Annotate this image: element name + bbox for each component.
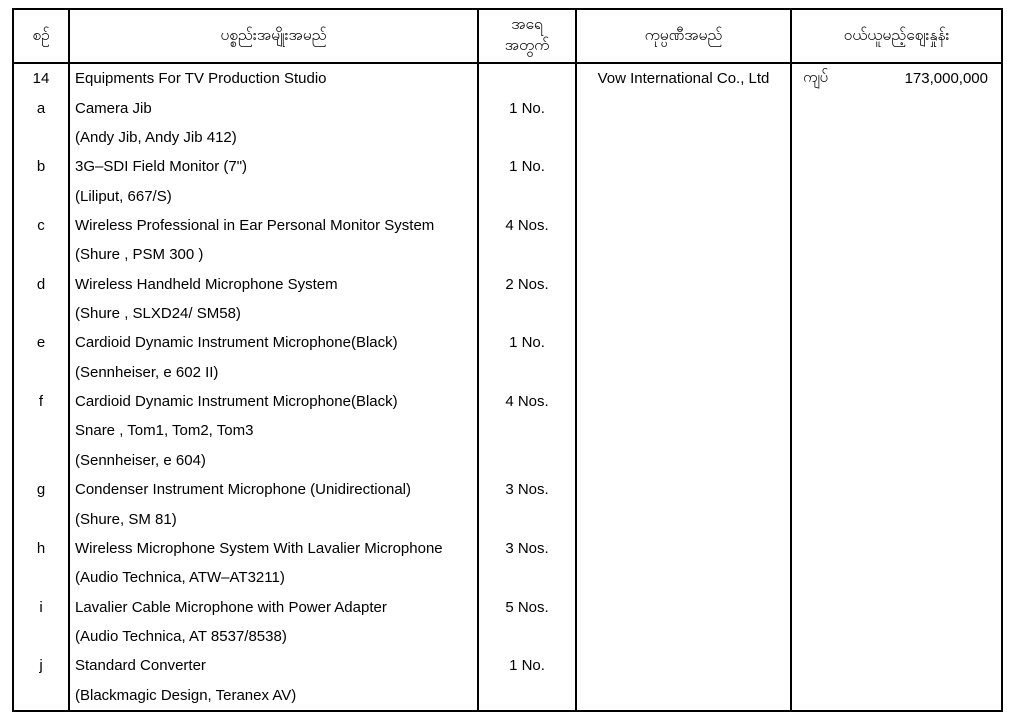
column-price — [792, 64, 1001, 710]
company-cell — [577, 446, 790, 475]
price-cell — [792, 93, 1001, 122]
price-cell — [792, 534, 1001, 563]
column-qty — [479, 64, 577, 710]
item-cell: Lavalier Cable Microphone with Power Adapter — [75, 598, 387, 616]
item-cell: Wireless Handheld Microphone System — [75, 275, 338, 293]
header-item — [70, 10, 479, 62]
no-cell: 14 — [32, 70, 50, 88]
item-cell: Standard Converter — [75, 657, 206, 675]
qty-cell — [479, 446, 575, 475]
qty-cell: 4 Nos. — [505, 393, 549, 411]
no-cell — [14, 123, 68, 152]
amount-value: 173,000,000 — [904, 70, 988, 88]
price-cell — [792, 504, 1001, 533]
procurement-table — [12, 8, 1003, 712]
no-cell — [14, 563, 68, 592]
qty-cell: 4 Nos. — [505, 216, 549, 234]
no-cell: e — [36, 334, 46, 352]
qty-cell: 5 Nos. — [505, 598, 549, 616]
company-cell — [577, 328, 790, 357]
item-cell: (Shure , SLXD24/ SM58) — [75, 305, 241, 323]
company-cell — [577, 358, 790, 387]
no-cell — [14, 299, 68, 328]
qty-cell — [479, 622, 575, 651]
qty-cell — [479, 123, 575, 152]
item-cell: Snare , Tom1, Tom2, Tom3 — [75, 422, 254, 440]
item-cell: (Blackmagic Design, Teranex AV) — [75, 686, 297, 704]
no-cell: f — [38, 393, 44, 411]
no-cell: i — [39, 598, 43, 616]
no-cell — [14, 681, 68, 710]
company-cell — [577, 416, 790, 445]
header-price-label: ဝယ်ယူမည့်ဈေးနှုန်း — [843, 26, 950, 44]
header-company-label: ကုမ္ပဏီအမည် — [644, 26, 723, 44]
company-cell — [577, 504, 790, 533]
qty-cell — [479, 64, 575, 93]
company-cell — [577, 592, 790, 621]
item-cell: (Audio Technica, ATW–AT3211) — [75, 569, 285, 587]
table-header-row — [14, 10, 1001, 64]
qty-cell: 1 No. — [509, 334, 545, 352]
no-cell — [14, 240, 68, 269]
no-cell — [14, 181, 68, 210]
price-cell — [792, 681, 1001, 710]
item-cell: Wireless Microphone System With Lavalier Microphone — [75, 539, 443, 557]
item-cell: Cardioid Dynamic Instrument Microphone(Black) — [75, 393, 398, 411]
company-cell — [577, 651, 790, 680]
item-cell: (Andy Jib, Andy Jib 412) — [75, 128, 237, 146]
no-cell: g — [36, 481, 46, 499]
item-cell: Wireless Professional in Ear Personal Monitor System — [75, 216, 435, 234]
item-cell: (Audio Technica, AT 8537/8538) — [75, 628, 287, 645]
price-cell — [792, 446, 1001, 475]
item-cell: Condenser Instrument Microphone (Unidirectional) — [75, 481, 411, 499]
price-cell — [792, 181, 1001, 210]
item-cell: Cardioid Dynamic Instrument Microphone(Black) — [75, 334, 398, 352]
qty-cell: 1 No. — [509, 158, 545, 176]
header-quantity-line1: အရေ — [511, 16, 543, 34]
header-price — [792, 10, 1001, 62]
no-cell: j — [39, 657, 43, 675]
company-cell — [577, 681, 790, 710]
header-item-label: ပစ္စည်းအမျိုးအမည် — [220, 26, 327, 44]
qty-cell — [479, 299, 575, 328]
column-item — [70, 64, 479, 710]
currency-label: ကျပ် — [803, 68, 829, 86]
company-cell — [577, 152, 790, 181]
price-cell — [792, 64, 1001, 93]
price-cell — [792, 563, 1001, 592]
company-cell — [577, 270, 790, 299]
price-cell — [792, 328, 1001, 357]
qty-cell: 1 No. — [509, 99, 545, 117]
price-cell — [792, 270, 1001, 299]
price-cell — [792, 592, 1001, 621]
company-cell — [577, 240, 790, 269]
price-cell — [792, 358, 1001, 387]
no-cell — [14, 446, 68, 475]
company-cell — [577, 534, 790, 563]
header-quantity-line2: အတွက် — [504, 37, 550, 54]
price-cell — [792, 387, 1001, 416]
qty-cell: 3 Nos. — [505, 539, 549, 557]
qty-cell — [479, 416, 575, 445]
header-no — [14, 10, 70, 62]
no-cell — [14, 504, 68, 533]
qty-cell: 2 Nos. — [505, 275, 549, 293]
qty-cell — [479, 681, 575, 710]
no-cell: d — [36, 275, 46, 293]
header-quantity — [479, 10, 577, 62]
item-cell: Camera Jib — [75, 99, 152, 117]
qty-cell — [479, 358, 575, 387]
item-cell: (Liliput, 667/S) — [75, 187, 172, 205]
header-company — [577, 10, 792, 62]
company-cell — [577, 475, 790, 504]
company-cell — [577, 123, 790, 152]
qty-cell — [479, 504, 575, 533]
price-cell — [792, 299, 1001, 328]
price-cell — [792, 651, 1001, 680]
item-cell: Equipments For TV Production Studio — [75, 70, 327, 88]
header-no-label: စဉ် — [32, 26, 50, 44]
company-cell — [577, 93, 790, 122]
company-cell — [577, 622, 790, 651]
qty-cell — [479, 181, 575, 210]
price-cell — [792, 416, 1001, 445]
no-cell: c — [37, 216, 45, 234]
item-cell: (Shure, SM 81) — [75, 510, 177, 528]
company-cell — [577, 387, 790, 416]
no-cell — [14, 358, 68, 387]
no-cell: a — [36, 99, 46, 117]
no-cell — [14, 622, 68, 651]
qty-cell: 3 Nos. — [505, 481, 549, 499]
table-body — [14, 64, 1001, 710]
company-cell: Vow International Co., Ltd — [597, 70, 770, 88]
price-cell — [792, 211, 1001, 240]
no-cell: b — [36, 158, 46, 176]
qty-cell — [479, 563, 575, 592]
company-cell — [577, 563, 790, 592]
item-cell: (Sennheiser, e 604) — [75, 451, 206, 469]
item-cell: 3G–SDI Field Monitor (7") — [75, 158, 248, 176]
company-cell — [577, 181, 790, 210]
price-cell — [792, 123, 1001, 152]
item-cell: (Shure , PSM 300 ) — [75, 246, 204, 264]
price-cell — [792, 475, 1001, 504]
price-cell — [792, 240, 1001, 269]
column-company — [577, 64, 792, 710]
price-cell — [792, 622, 1001, 651]
item-cell: (Sennheiser, e 602 II) — [75, 363, 219, 381]
company-cell — [577, 211, 790, 240]
no-cell: h — [36, 539, 46, 557]
price-cell — [792, 152, 1001, 181]
qty-cell: 1 No. — [509, 657, 545, 675]
qty-cell — [479, 240, 575, 269]
company-cell — [577, 299, 790, 328]
column-no — [14, 64, 70, 710]
no-cell — [14, 416, 68, 445]
